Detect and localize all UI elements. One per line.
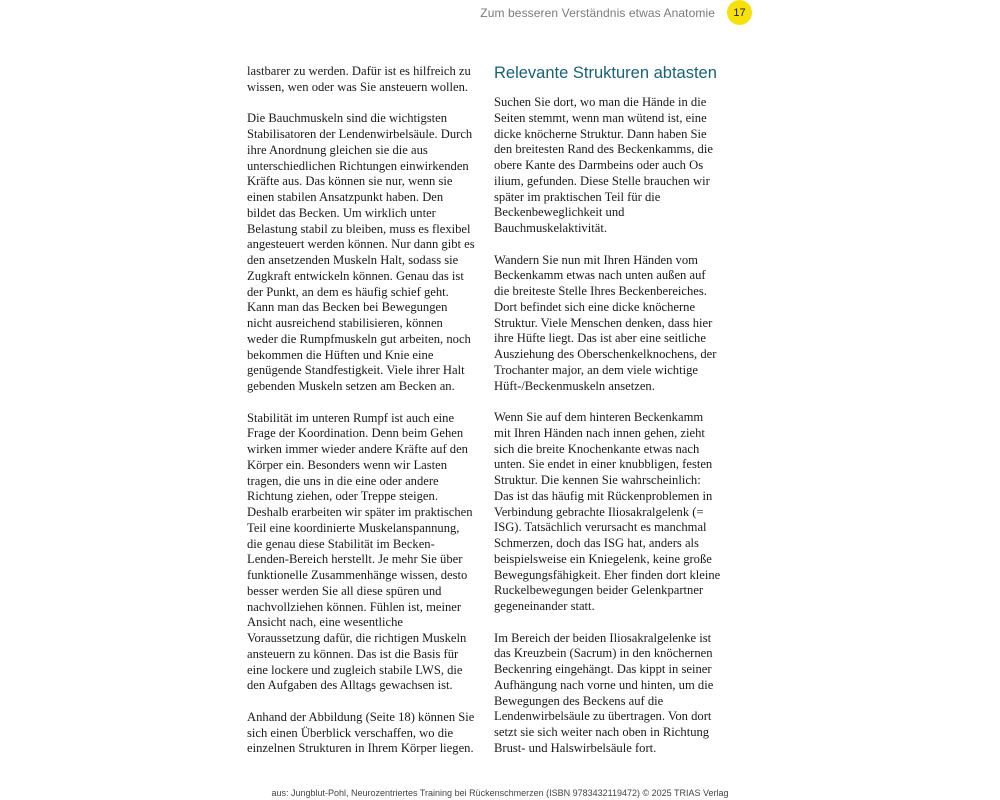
paragraph: Anhand der Abbildung (Seite 18) können Sie sich einen Überblick verschaffen, wo die einzelnen Strukturen in Ihrem Körper liegen.: [247, 709, 475, 756]
paragraph: Wenn Sie auf dem hinteren Beckenkamm mit Ihren Händen nach innen gehen, zieht sich die breite Knochenkante etwas nach unten. Sie endet in einer knubbligen, festen Struktur. Die kennen Sie wahrscheinlich: Das ist das häufig mit Rückenproblemen in Verbindung gebrachte Iliosakralgelenk (= ISG). Tatsächlich verursacht es manchmal Schmerzen, doch das ISG hat, anders als beispielsweise ein Kniegelenk, keine große Bewegungsfähigkeit. Eher finden dort kleine Ruckelbewegungen beider Gelenkpartner gegeneinander statt.: [494, 410, 721, 613]
left-column: [247, 64, 475, 773]
paragraph: Stabilität im unteren Rumpf ist auch eine Frage der Koordination. Denn beim Gehen wirken immer wieder andere Kräfte auf den Körper ein. Besonders wenn wir Lasten tragen, die uns in die eine oder andere Richtung ziehen, oder Treppe steigen. Deshalb erarbeiten wir später im praktischen Teil eine koordinierte Muskelanspannung, die genau diese Stabilität im Becken-Lenden-Bereich herstellt. Je mehr Sie über funktionelle Zusammenhänge wissen, desto besser werden Sie all diese spüren und nachvollziehen können. Fühlen ist, meiner Ansicht nach, eine wesentliche Voraussetzung dafür, die richtigen Muskeln ansteuern zu können. Das ist die Basis für eine lockere und zugleich stabile LWS, die den Aufgaben des Alltags gewachsen ist.: [247, 410, 473, 693]
running-title: Zum besseren Verständnis etwas Anatomie: [480, 5, 715, 20]
paragraph: Suchen Sie dort, wo man die Hände in die Seiten stemmt, wenn man wütend ist, eine dicke knöcherne Struktur. Dann haben Sie den breitesten Rand des Beckenkamms, die obere Kante des Darmbeins oder auch Os ilium, gefunden. Diese Stelle brauchen wir später im praktischen Teil für die Beckenbeweglichkeit und Bauchmuskelaktivität.: [494, 95, 713, 235]
paragraph: lastbarer zu werden. Dafür ist es hilfreich zu wissen, wen oder was Sie ansteuern wollen.: [247, 64, 471, 94]
section-heading: Relevante Strukturen abtasten: [494, 64, 717, 82]
footer-citation: aus: Jungblut-Pohl, Neurozentriertes Training bei Rückenschmerzen (ISBN 9783432119472) © 2025 TRIAS Verlag: [271, 788, 729, 798]
page-number-badge: 17: [727, 0, 752, 25]
page-header: [480, 0, 752, 25]
paragraph: Im Bereich der beiden Iliosakralgelenke ist das Kreuzbein (Sacrum) in den knöchernen Beckenring eingehängt. Das kippt in seiner Aufhängung nach vorne und hinten, um die Bewegungen des Beckens auf die Lendenwirbelsäule zu übertragen. Von dort setzt sie sich weiter nach oben in Richtung Brust- und Halswirbelsäule fort.: [494, 630, 714, 755]
right-column: [494, 64, 722, 772]
paragraph: Wandern Sie nun mit Ihren Händen vom Beckenkamm etwas nach unten außen auf die breiteste Stelle Ihres Beckenbereiches. Dort befindet sich eine dicke knöcherne Struktur. Viele Menschen denken, dass hier ihre Hüfte liegt. Das ist aber eine seitliche Ausziehung des Oberschenkelknochens, der Trochanter major, an dem viele wichtige Hüft-/Beckenmuskeln ansetzen.: [494, 252, 717, 393]
paragraph: Die Bauchmuskeln sind die wichtigsten Stabilisatoren der Lendenwirbelsäule. Durch ihre Anordnung gleichen sie die aus unterschiedlichen Richtungen einwirkenden Kräfte aus. Das können sie nur, wenn sie einen stabilen Ansatzpunkt haben. Den bildet das Becken. Um wirklich unter Belastung stabil zu bleiben, muss es flexibel angesteuert werden können. Nur dann gibt es den ansetzenden Muskeln Halt, sodass sie Zugkraft entwickeln können. Genau das ist der Punkt, an dem es häufig schief geht. Kann man das Becken bei Bewegungen nicht ausreichend stabilisieren, können weder die Rumpfmuskeln gut arbeiten, noch bekommen die Hüften und Knie eine genügende Standfestigkeit. Viele ihrer Halt gebenden Muskeln setzen am Becken an.: [247, 111, 475, 393]
